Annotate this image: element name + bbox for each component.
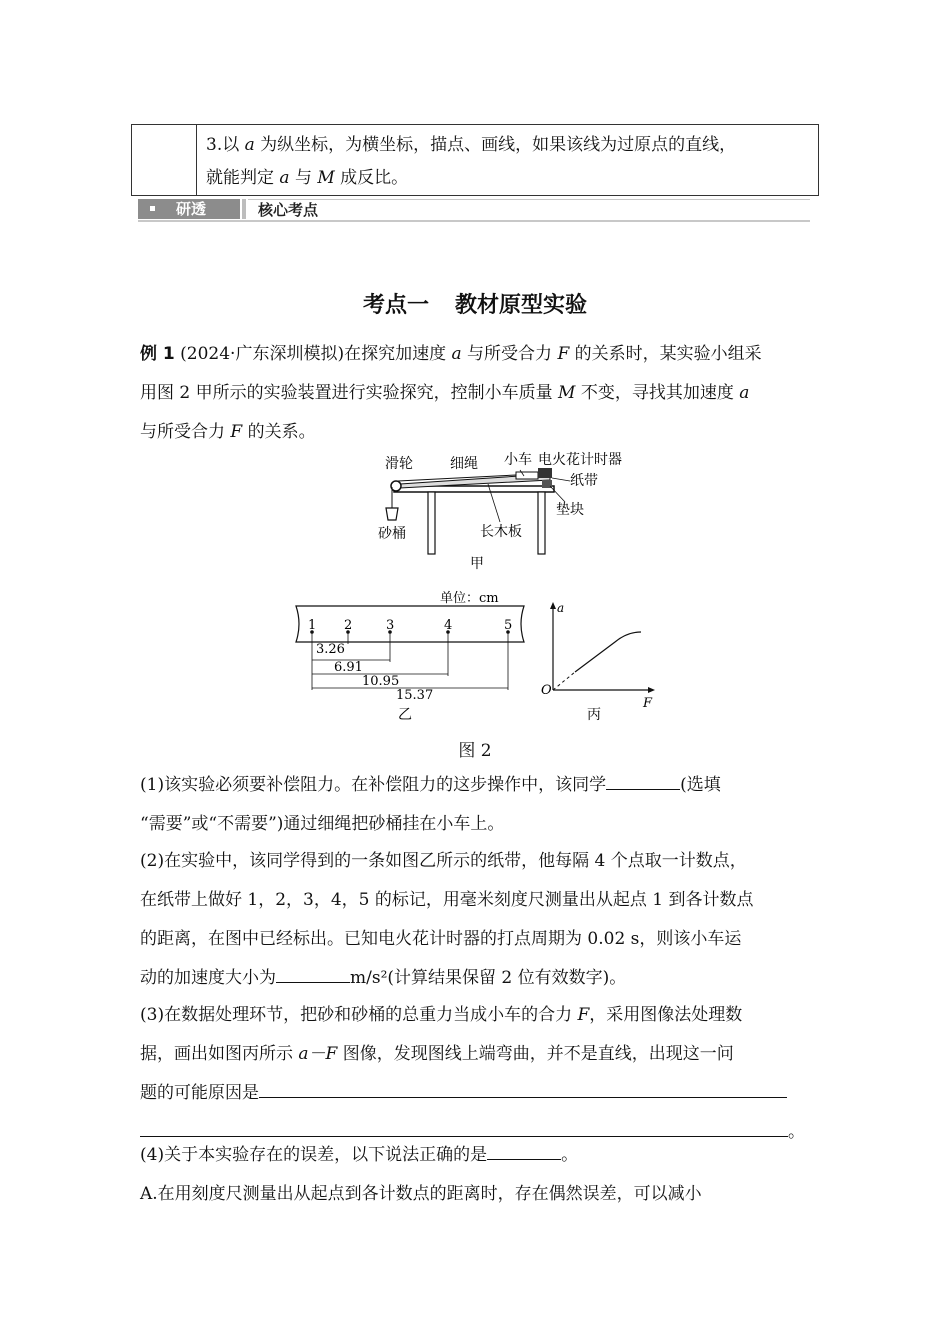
figure-bing: [535, 596, 665, 726]
section-title-label: 核心考点: [258, 201, 319, 219]
point-label-3: 3: [386, 618, 395, 633]
figure-caption: 图 2: [458, 741, 492, 761]
question-2: (2)在实验中，该同学得到的一条如图乙所示的纸带，他每隔 4 个点取一计数点， 在纸带上做好 1，2，3，4，5 的标记，用毫米刻度尺测量出从起点 1 到各计数点 的距离，在图中已经标出。已知电火花计时器的打点周期为 0.02 s，则该小车运 动的加速度大小为 m/s²(计算结果保留 2 位有效数字)。: [140, 851, 754, 988]
y-axis-arrow: [550, 602, 556, 609]
point-label-2: 2: [344, 618, 353, 633]
answer-blank-2[interactable]: [276, 964, 350, 983]
method-table: [131, 124, 819, 196]
dist-label-3: 10.95: [362, 674, 400, 689]
point-label-4: 4: [444, 618, 453, 633]
section-separator: [242, 199, 246, 219]
answer-blank-3a[interactable]: [259, 1079, 787, 1098]
section-underline: [138, 220, 810, 222]
caption-bing: 丙: [587, 707, 601, 723]
label-bucket: 砂桶: [378, 526, 406, 542]
point-label-1: 1: [308, 618, 317, 633]
label-rope: 细绳: [450, 456, 478, 472]
section-tag-label: 研透: [176, 200, 207, 218]
a-F-curve: [575, 632, 641, 672]
page-heading: [0, 288, 950, 319]
example-label: 例 1: [140, 344, 175, 364]
heading-number: 考点一: [362, 293, 429, 318]
label-tape: 纸带: [570, 473, 598, 489]
section-bar: [138, 199, 810, 221]
table-leg-right: [538, 492, 545, 554]
bullet-icon: [150, 206, 155, 211]
question-1: (1)该实验必须要补偿阻力。在补偿阻力的这步操作中，该同学 (选填 “需要”或“不需要”)通过细绳把砂桶挂在小车上。: [140, 766, 815, 844]
dist-label-1: 3.26: [316, 642, 345, 657]
answer-blank-4[interactable]: [487, 1141, 561, 1160]
extrapolated-line: [553, 672, 575, 690]
section-tag: [138, 199, 240, 219]
figure-jia: [370, 448, 640, 578]
cart: [516, 472, 538, 479]
heading-title: 教材原型实验: [455, 293, 588, 318]
paper-tape: [296, 606, 524, 642]
caption-yi: 乙: [398, 707, 412, 723]
y-axis-label: a: [557, 601, 565, 615]
origin-label: O: [541, 683, 552, 698]
label-cart: 小车: [504, 452, 532, 468]
unit-label: 单位：cm: [440, 591, 499, 606]
dist-label-4: 15.37: [396, 688, 434, 703]
dist-label-2: 6.91: [334, 660, 363, 675]
spark-timer: [538, 468, 552, 478]
caption-jia: 甲: [470, 556, 484, 572]
sand-bucket: [386, 508, 398, 520]
question-4: (4)关于本实验存在的误差，以下说法正确的是 。 A.在用刻度尺测量出从起点到各计数点的距离时，存在偶然误差，可以减小: [140, 1136, 815, 1214]
label-timer: 电火花计时器: [538, 452, 622, 468]
example-intro: 例 1 (2024·广东深圳模拟)在探究加速度 a 与所受合力 F 的关系时，某实验小组采 用图 2 甲所示的实验装置进行实验探究，控制小车质量 M 不变，寻找其加速度 a 与所受合力 F 的关系。: [140, 344, 762, 442]
point-label-5: 5: [504, 618, 513, 633]
method-step-3: 3.以 a 为纵坐标，为横坐标，描点、画线，如果该线为过原点的直线， 就能判定 a 与 M 成反比。: [206, 135, 737, 188]
figure-yi: [290, 586, 530, 726]
answer-blank-3b[interactable]: [140, 1118, 788, 1137]
x-axis-arrow: [648, 687, 655, 693]
answer-blank-1[interactable]: [606, 771, 680, 790]
label-pulley: 滑轮: [385, 456, 413, 472]
section-title: [248, 199, 810, 220]
label-board: 长木板: [480, 524, 522, 540]
question-3: (3)在数据处理环节，把砂和砂桶的总重力当成小车的合力 F，采用图像法处理数 据，画出如图丙所示 a－F 图像，发现图线上端弯曲，并不是直线，出现这一问 题的可能原因是 。: [140, 1005, 805, 1142]
table-leg-left: [428, 492, 435, 554]
x-axis-label: F: [643, 696, 653, 711]
label-block: 垫块: [556, 502, 584, 518]
table-divider: [196, 125, 197, 195]
option-a[interactable]: A.在用刻度尺测量出从起点到各计数点的距离时，存在偶然误差，可以减小: [140, 1184, 702, 1204]
